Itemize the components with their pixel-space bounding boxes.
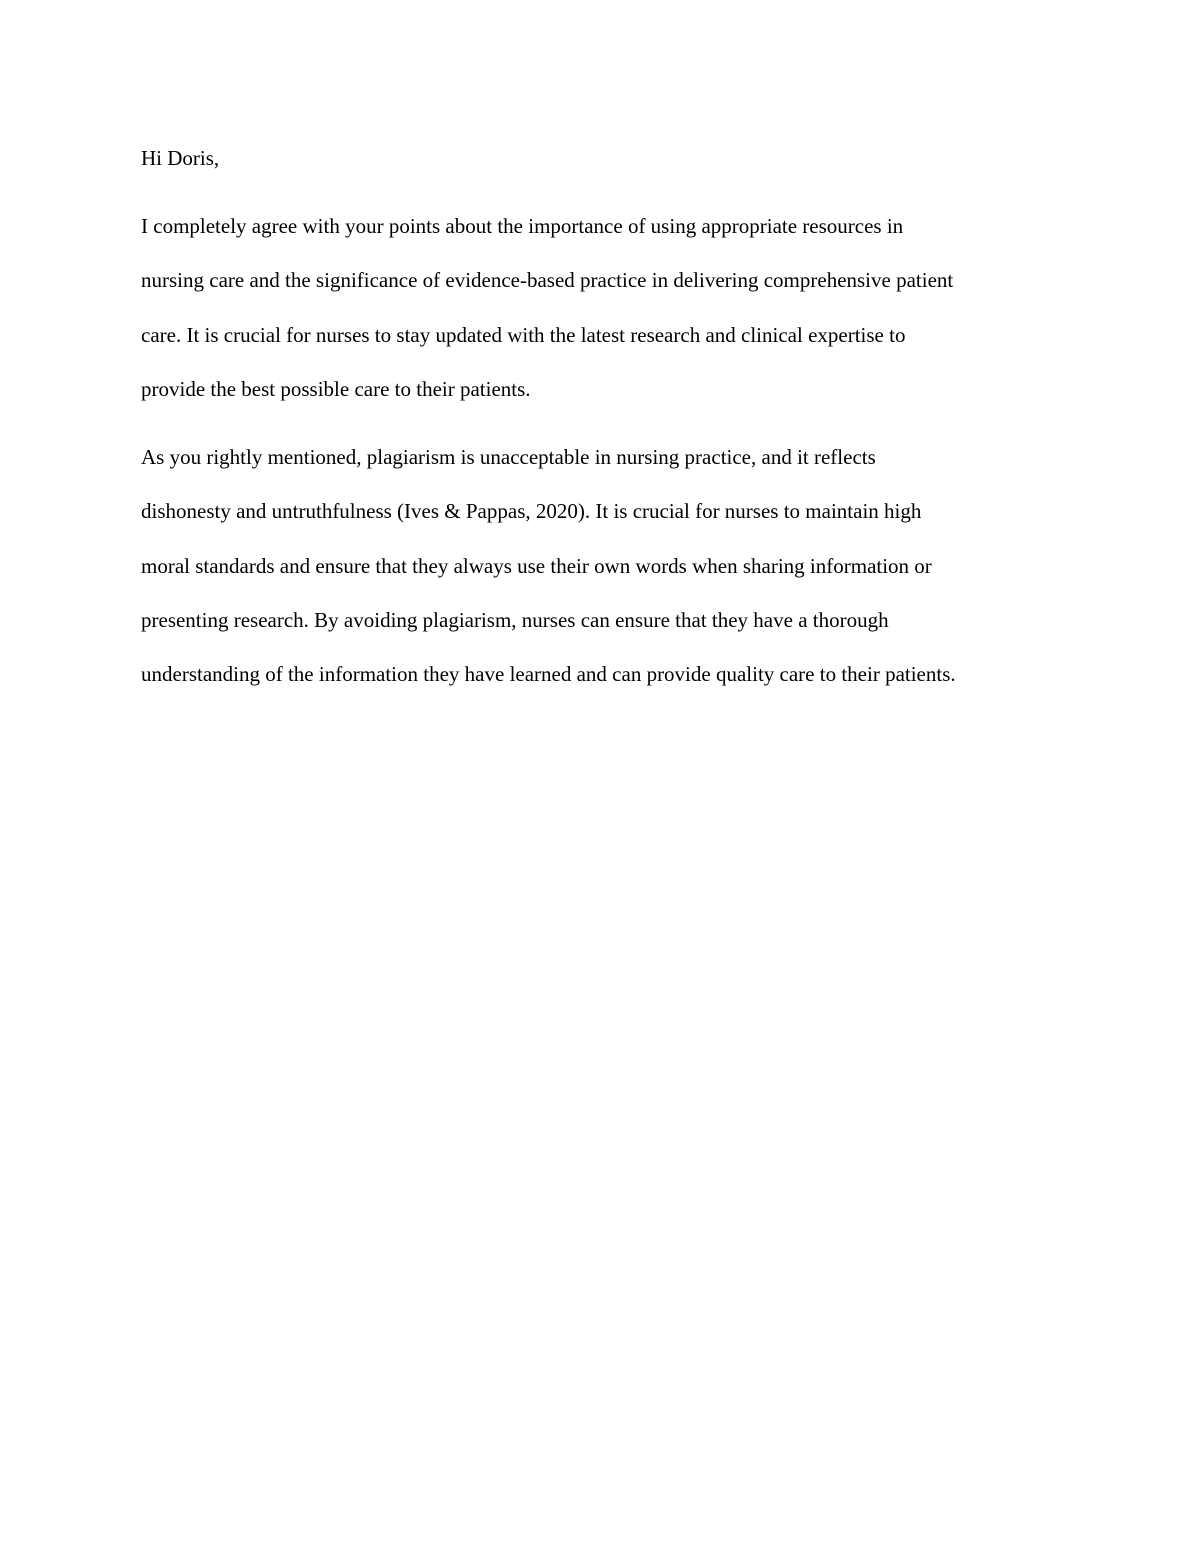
paragraph-line: dishonesty and untruthfulness (Ives & Pappas, 2020). It is crucial for nurses to maintain high (141, 499, 922, 524)
paragraph-1 (141, 204, 1061, 421)
paragraph-line: presenting research. By avoiding plagiarism, nurses can ensure that they have a thorough (141, 608, 889, 633)
paragraph-line: I completely agree with your points about the importance of using appropriate resources in (141, 214, 904, 238)
paragraph-line: As you rightly mentioned, plagiarism is unacceptable in nursing practice, and it reflects (141, 445, 876, 470)
paragraph-line: provide the best possible care to their patients. (141, 376, 531, 401)
greeting: Hi Doris, (141, 146, 220, 170)
document-body (141, 136, 1061, 721)
paragraph-line: understanding of the information they have learned and can provide quality care to their patients. (141, 662, 956, 687)
paragraph-line: care. It is crucial for nurses to stay updated with the latest research and clinical expertise to (141, 322, 906, 347)
paragraph-2 (141, 435, 1061, 706)
paragraph-line: nursing care and the significance of evidence-based practice in delivering comprehensive patient (141, 268, 954, 293)
paragraph-line: moral standards and ensure that they always use their own words when sharing information or (141, 553, 932, 578)
